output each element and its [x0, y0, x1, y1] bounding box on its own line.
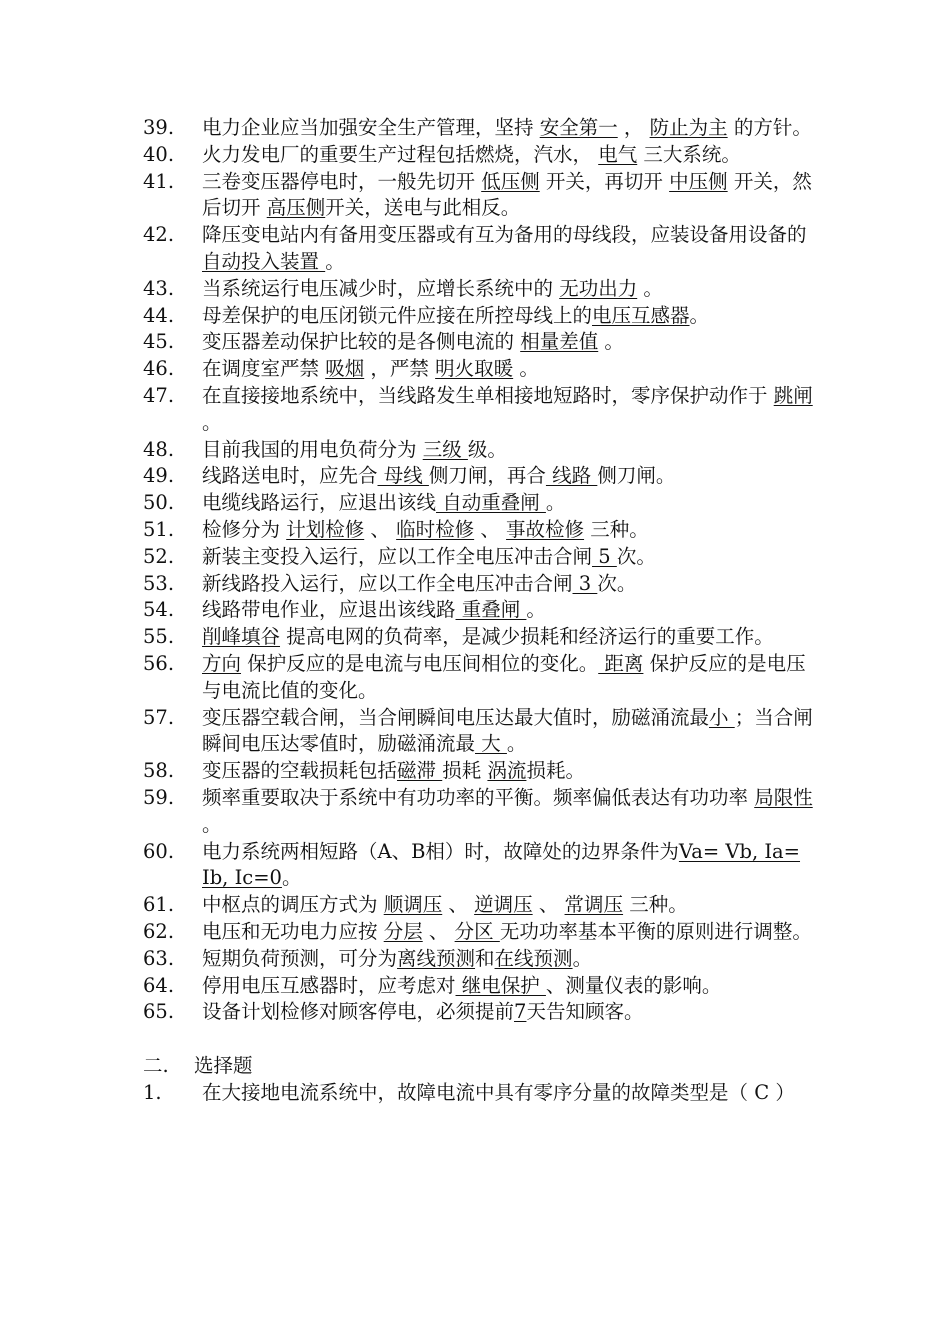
answer-blank: 吸烟 — [325, 357, 365, 381]
answer-blank: 常调压 — [564, 893, 624, 917]
item-number: 49. — [143, 464, 175, 488]
item-text — [202, 329, 814, 356]
answer-blank: 小 — [709, 705, 735, 729]
item-number: 62. — [143, 919, 175, 943]
answer-blank: 分层 — [383, 919, 423, 943]
answer-blank: 磁滞 — [397, 759, 443, 783]
item-text — [202, 517, 814, 544]
question-text: 开关，再切开 — [539, 169, 670, 193]
item-number: 56. — [143, 651, 175, 675]
answer-blank: 事故检修 — [506, 517, 585, 541]
item-number: 46. — [143, 357, 175, 381]
answer-blank: 三级 — [422, 437, 468, 461]
fill-in-question-list — [0, 115, 950, 1026]
list-item — [0, 222, 950, 276]
question-text: 短期负荷预测，可分为 — [202, 946, 398, 970]
list-item — [0, 946, 950, 973]
item-text — [202, 946, 814, 973]
answer-blank: 5 — [592, 544, 617, 568]
question-text: 火力发电厂的重要生产过程包括燃烧，汽水， — [202, 142, 599, 166]
item-number: 40. — [143, 142, 175, 166]
answer-blank: 电气 — [598, 142, 638, 166]
answer-blank: 分区 — [454, 919, 500, 943]
question-text: 电力系统两相短路（A、B相）时，故障处的边界条件为 — [202, 839, 679, 863]
list-item — [0, 892, 950, 919]
item-text — [202, 303, 814, 330]
question-text: 次。 — [597, 571, 637, 595]
item-text — [202, 597, 814, 624]
item-number: 44. — [143, 303, 175, 327]
question-text: 。 — [526, 598, 546, 622]
question-text: 线路送电时，应先合 — [202, 464, 378, 488]
list-item — [0, 999, 950, 1026]
item-text — [202, 437, 814, 464]
list-item — [0, 276, 950, 303]
item-text — [202, 705, 814, 759]
item-text — [202, 356, 814, 383]
list-item — [0, 785, 950, 839]
item-number: 61. — [143, 893, 175, 917]
answer-blank: 削峰填谷 — [202, 625, 281, 649]
answer-blank: 7 — [514, 1000, 527, 1024]
answer-blank: Va= Vb, Ia= Ib, Ic=0 — [202, 839, 801, 890]
list-item — [0, 490, 950, 517]
question-text: 三卷变压器停电时，一般先切开 — [202, 169, 482, 193]
answer-blank: 跳闸 — [773, 383, 813, 407]
question-text: 次。 — [616, 544, 656, 568]
item-number: 45. — [143, 330, 175, 354]
answer-blank: 重叠闸 — [455, 598, 527, 622]
item-text — [202, 463, 814, 490]
question-text: 。 — [202, 410, 222, 434]
answer-blank: 3 — [572, 571, 598, 595]
answer-blank: 在线预测 — [494, 946, 573, 970]
question-text: 。 — [513, 357, 539, 381]
item-number: 54. — [143, 598, 175, 622]
question-text: 无功功率基本平衡的原则进行调整。 — [499, 919, 812, 943]
question-text: 电缆线路运行，应退出该线 — [202, 491, 437, 515]
list-item — [0, 973, 950, 1000]
item-number: 48. — [143, 437, 175, 461]
list-item — [0, 115, 950, 142]
question-text: ；当合闸瞬间电压达零值时，励磁涌流最 — [202, 705, 813, 756]
question-text: 、测量仪表的影响。 — [545, 973, 722, 997]
question-text: ，严禁 — [364, 357, 436, 381]
question-text: 。 — [545, 491, 566, 515]
list-item — [0, 169, 950, 223]
item-number: 60. — [143, 839, 175, 863]
item-number: 42. — [143, 223, 175, 247]
question-text: 、 — [364, 517, 397, 541]
item-text — [202, 169, 814, 223]
item-number: 1. — [143, 1080, 162, 1104]
choice-question-list — [0, 1080, 950, 1107]
list-item — [0, 463, 950, 490]
answer-blank: 继电保护 — [455, 973, 546, 997]
question-text: 。 — [281, 866, 302, 890]
answer-blank: 顺调压 — [383, 893, 443, 917]
item-text — [202, 1080, 814, 1107]
question-text: 、 — [532, 893, 565, 917]
answer-blank: 离线预测 — [397, 946, 476, 970]
question-text: 的方针。 — [727, 116, 812, 139]
answer-blank: 安全第一 — [539, 116, 618, 139]
section-title: 选择题 — [194, 1054, 253, 1078]
question-text: 。 — [689, 303, 710, 327]
question-text: 和 — [475, 946, 495, 970]
list-item — [0, 544, 950, 571]
question-text: 电力企业应当加强安全生产管理，坚持 — [202, 116, 540, 139]
item-number: 57. — [143, 705, 175, 729]
answer-blank: 逆调压 — [474, 893, 533, 917]
answer-blank: 距离 — [598, 651, 644, 675]
question-text: 级。 — [467, 437, 507, 461]
item-number: 51. — [143, 517, 175, 541]
section-heading — [0, 1053, 950, 1080]
question-text: 。 — [572, 946, 593, 970]
section-number: 二. — [143, 1054, 169, 1078]
item-text — [202, 544, 814, 571]
answer-blank: 明火取暖 — [435, 357, 514, 381]
list-item — [0, 705, 950, 759]
answer-blank: 涡流 — [487, 759, 527, 783]
item-text — [202, 758, 814, 785]
question-text: 当系统运行电压减少时，应增长系统中的 — [202, 276, 560, 300]
question-text: 。 — [506, 732, 527, 756]
question-text: 开关，然后切开 — [202, 169, 812, 220]
list-item — [0, 839, 950, 893]
item-text — [202, 892, 814, 919]
item-number: 43. — [143, 276, 175, 300]
item-text — [202, 785, 814, 839]
document-page — [0, 115, 950, 1107]
question-text: 检修分为 — [202, 517, 287, 541]
question-text: 电压和无功电力应按 — [202, 919, 384, 943]
question-text: 频率重要取决于系统中有功功率的平衡。频率偏低表达有功功率 — [202, 785, 755, 809]
list-item — [0, 651, 950, 705]
item-text — [202, 383, 814, 437]
item-text — [202, 490, 814, 517]
item-text — [202, 222, 814, 276]
list-item — [0, 142, 950, 169]
answer-blank: 方向 — [202, 651, 242, 675]
question-text: 中枢点的调压方式为 — [202, 893, 384, 917]
item-text — [202, 651, 814, 705]
item-number: 65. — [143, 1000, 175, 1024]
item-number: 63. — [143, 946, 175, 970]
answer-blank: 计划检修 — [286, 517, 365, 541]
list-item — [0, 356, 950, 383]
question-text: 损耗 — [442, 759, 488, 783]
question-text: 新线路投入运行，应以工作全电压冲击合闸 — [202, 571, 573, 595]
question-text: 在直接接地系统中，当线路发生单相接地短路时，零序保护动作于 — [202, 383, 774, 407]
item-text — [202, 839, 814, 893]
question-text: 保护反应的是电流与电压间相位的变化。 — [241, 651, 599, 675]
question-text: 在大接地电流系统中，故障电流中具有零序分量的故障类型是（ C ） — [202, 1080, 795, 1104]
question-text: 母差保护的电压闭锁元件应接在所控母线上的 — [202, 303, 593, 327]
question-text: 、 — [422, 919, 455, 943]
answer-blank: 自动投入装置 — [202, 249, 326, 273]
item-number: 41. — [143, 169, 175, 193]
answer-blank: 局限性 — [754, 785, 813, 809]
item-number: 64. — [143, 973, 175, 997]
item-text — [202, 571, 814, 598]
answer-blank: 防止为主 — [649, 116, 728, 139]
question-text: 变压器差动保护比较的是各侧电流的 — [202, 330, 521, 354]
list-item — [0, 597, 950, 624]
question-text: 保护反应的是电压与电流比值的变化。 — [202, 651, 806, 702]
answer-blank: 无功出力 — [559, 276, 638, 300]
item-number: 52. — [143, 544, 175, 568]
question-text: 降压变电站内有备用变压器或有互为备用的母线段，应装设备用设备的 — [202, 223, 807, 247]
question-text: 线路带电作业，应退出该线路 — [202, 598, 456, 622]
question-text: 侧刀闸。 — [597, 464, 676, 488]
item-number: 47. — [143, 383, 175, 407]
list-item — [0, 1080, 950, 1107]
question-text: 设备计划检修对顾客停电，必须提前 — [202, 1000, 515, 1024]
question-text: 新装主变投入运行，应以工作全电压冲击合闸 — [202, 544, 593, 568]
question-text: 目前我国的用电负荷分为 — [202, 437, 423, 461]
answer-blank: 电压互感器 — [592, 303, 690, 327]
item-number: 53. — [143, 571, 175, 595]
item-number: 59. — [143, 785, 175, 809]
question-text: 天告知顾客。 — [526, 1000, 644, 1024]
item-text — [202, 624, 814, 651]
question-text: 停用电压互感器时，应考虑对 — [202, 973, 456, 997]
list-item — [0, 437, 950, 464]
list-item — [0, 758, 950, 785]
answer-blank: 低压侧 — [481, 169, 540, 193]
answer-blank: 线路 — [545, 464, 598, 488]
question-text: 。 — [598, 330, 624, 354]
question-text: 提高电网的负荷率，是减少损耗和经济运行的重要工作。 — [280, 625, 774, 649]
answer-blank: 相量差值 — [520, 330, 599, 354]
question-text: 损耗。 — [526, 759, 585, 783]
question-text: 变压器空载合闸，当合闸瞬间电压达最大值时，励磁涌流最 — [202, 705, 710, 729]
question-text: 、 — [474, 517, 507, 541]
list-item — [0, 303, 950, 330]
item-text — [202, 919, 814, 946]
item-text — [202, 973, 814, 1000]
list-item — [0, 517, 950, 544]
question-text: 。 — [325, 249, 345, 273]
question-text: 、 — [442, 893, 475, 917]
answer-blank: 自动重叠闸 — [436, 491, 546, 515]
question-text: 侧刀闸，再合 — [428, 464, 546, 488]
item-text — [202, 999, 814, 1026]
question-text: 变压器的空载损耗包括 — [202, 759, 398, 783]
item-number: 39. — [143, 116, 175, 139]
item-number: 50. — [143, 491, 175, 515]
list-item — [0, 919, 950, 946]
item-number: 55. — [143, 625, 175, 649]
question-text: 。 — [202, 812, 222, 836]
answer-blank: 大 — [475, 732, 507, 756]
list-item — [0, 383, 950, 437]
question-text: 三种。 — [623, 893, 688, 917]
answer-blank: 中压侧 — [669, 169, 728, 193]
question-text: ， — [617, 116, 650, 139]
list-item — [0, 329, 950, 356]
item-text — [202, 276, 814, 303]
answer-blank: 母线 — [377, 464, 429, 488]
list-item — [0, 624, 950, 651]
question-text: 三大系统。 — [637, 142, 741, 166]
answer-blank: 高压侧 — [266, 196, 326, 220]
answer-blank: 临时检修 — [396, 517, 475, 541]
item-text — [202, 142, 814, 169]
question-text: 在调度室严禁 — [202, 357, 326, 381]
item-number: 58. — [143, 759, 175, 783]
item-text — [202, 115, 814, 142]
list-item — [0, 571, 950, 598]
question-text: 三种。 — [584, 517, 649, 541]
question-text: 开关，送电与此相反。 — [325, 196, 521, 220]
question-text: 。 — [637, 276, 663, 300]
